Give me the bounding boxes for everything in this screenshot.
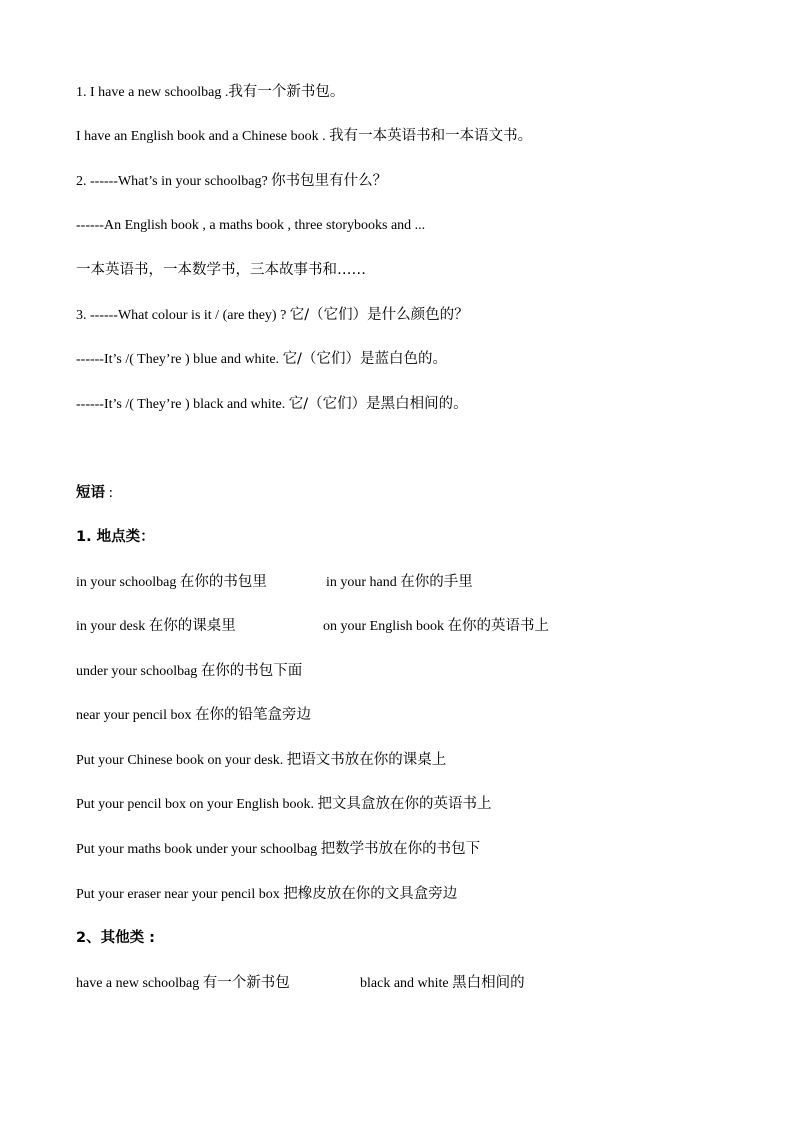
phrases-title-suffix: : xyxy=(105,485,113,501)
phrase-row-2-b-en: on your English book xyxy=(323,619,448,634)
section-1-title-text: 1. 地点类： xyxy=(76,529,155,545)
sentence-1-en: 1. I have a new schoolbag . xyxy=(76,85,229,100)
phrase-line-5-en: Put your maths book under your schoolbag xyxy=(76,842,321,857)
phrase-line-2-en: near your pencil box xyxy=(76,708,195,723)
phrase-line-6 xyxy=(76,884,457,905)
phrase-row-2-a-zh: 在你的课桌里 xyxy=(148,618,236,634)
phrase-row-3-b-zh: 黑白相间的 xyxy=(452,975,525,991)
sentence-3-en: 2. ------What’s in your schoolbag? xyxy=(76,174,272,189)
sentence-8-en: ------It’s /( They’re ) black and white. xyxy=(76,397,289,412)
sentence-5-zh: 一本英语书，一本数学书，三本故事书和…… xyxy=(76,262,366,278)
phrase-line-6-en: Put your eraser near your pencil box xyxy=(76,887,284,902)
phrase-line-4-en: Put your pencil box on your English book. xyxy=(76,797,318,812)
section-2-title xyxy=(76,928,155,948)
sentence-2 xyxy=(76,126,532,147)
phrase-line-1-zh: 在你的书包下面 xyxy=(200,663,303,679)
phrase-row-1-col-a xyxy=(76,572,267,593)
phrase-line-5 xyxy=(76,839,480,860)
sentence-5 xyxy=(76,260,366,281)
phrase-row-3-a-zh: 有一个新书包 xyxy=(202,975,290,991)
phrase-line-2-zh: 在你的铅笔盒旁边 xyxy=(194,707,311,723)
phrase-line-4-zh: 把文具盒放在你的英语书上 xyxy=(317,796,492,812)
section-1-title xyxy=(76,527,155,547)
sentence-8-zh: 它/（它们）是黑白相间的。 xyxy=(288,396,468,412)
phrase-line-1 xyxy=(76,661,302,682)
sentence-6-zh: 它/（它们）是什么颜色的？ xyxy=(289,307,469,323)
sentence-7 xyxy=(76,349,447,370)
sentence-2-en: I have an English book and a Chinese book . xyxy=(76,129,330,144)
sentence-3-zh: 你书包里有什么？ xyxy=(271,173,388,189)
phrase-row-1-a-en: in your schoolbag xyxy=(76,575,180,590)
phrase-row-2-b-zh: 在你的英语书上 xyxy=(447,618,549,634)
phrase-line-3-zh: 把语文书放在你的课桌上 xyxy=(286,752,447,768)
phrase-row-3-a-en: have a new schoolbag xyxy=(76,976,203,991)
phrase-row-1-b-zh: 在你的手里 xyxy=(400,574,473,590)
phrase-row-2-col-b xyxy=(323,616,549,637)
phrase-line-5-zh: 把数学书放在你的书包下 xyxy=(320,841,481,857)
sentence-6-en: 3. ------What colour is it / (are they) ? xyxy=(76,308,290,323)
phrase-line-3-en: Put your Chinese book on your desk. xyxy=(76,753,287,768)
phrase-row-3-col-a xyxy=(76,973,290,994)
sentence-1-zh: 我有一个新书包。 xyxy=(228,84,345,100)
phrase-row-1-b-en: in your hand xyxy=(326,575,401,590)
phrase-line-1-en: under your schoolbag xyxy=(76,664,201,679)
phrase-line-3 xyxy=(76,750,446,771)
phrase-row-2-a-en: in your desk xyxy=(76,619,149,634)
sentence-2-zh: 我有一本英语书和一本语文书。 xyxy=(329,128,533,144)
sentence-8 xyxy=(76,394,468,415)
sentence-3 xyxy=(76,171,387,192)
phrase-row-3-b-en: black and white xyxy=(360,976,453,991)
sentence-1 xyxy=(76,82,344,103)
phrase-line-4 xyxy=(76,794,492,815)
phrase-row-1-col-b xyxy=(326,572,473,593)
phrase-row-3-col-b xyxy=(360,973,525,994)
sentence-7-zh: 它/（它们）是蓝白色的。 xyxy=(282,351,447,367)
sentence-4 xyxy=(76,216,425,236)
sentence-6 xyxy=(76,305,469,326)
phrase-row-2-col-a xyxy=(76,616,236,637)
section-2-title-text: 2、其他类 : xyxy=(76,930,155,946)
phrase-row-1-a-zh: 在你的书包里 xyxy=(179,574,267,590)
phrase-line-2 xyxy=(76,705,311,726)
sentence-7-en: ------It’s /( They’re ) blue and white. xyxy=(76,352,283,367)
phrases-title-zh: 短语 xyxy=(76,485,105,501)
phrases-title xyxy=(76,483,113,503)
phrase-line-6-zh: 把橡皮放在你的文具盒旁边 xyxy=(283,886,458,902)
sentence-4-en: ------An English book , a maths book , three storybooks and ... xyxy=(76,218,426,233)
